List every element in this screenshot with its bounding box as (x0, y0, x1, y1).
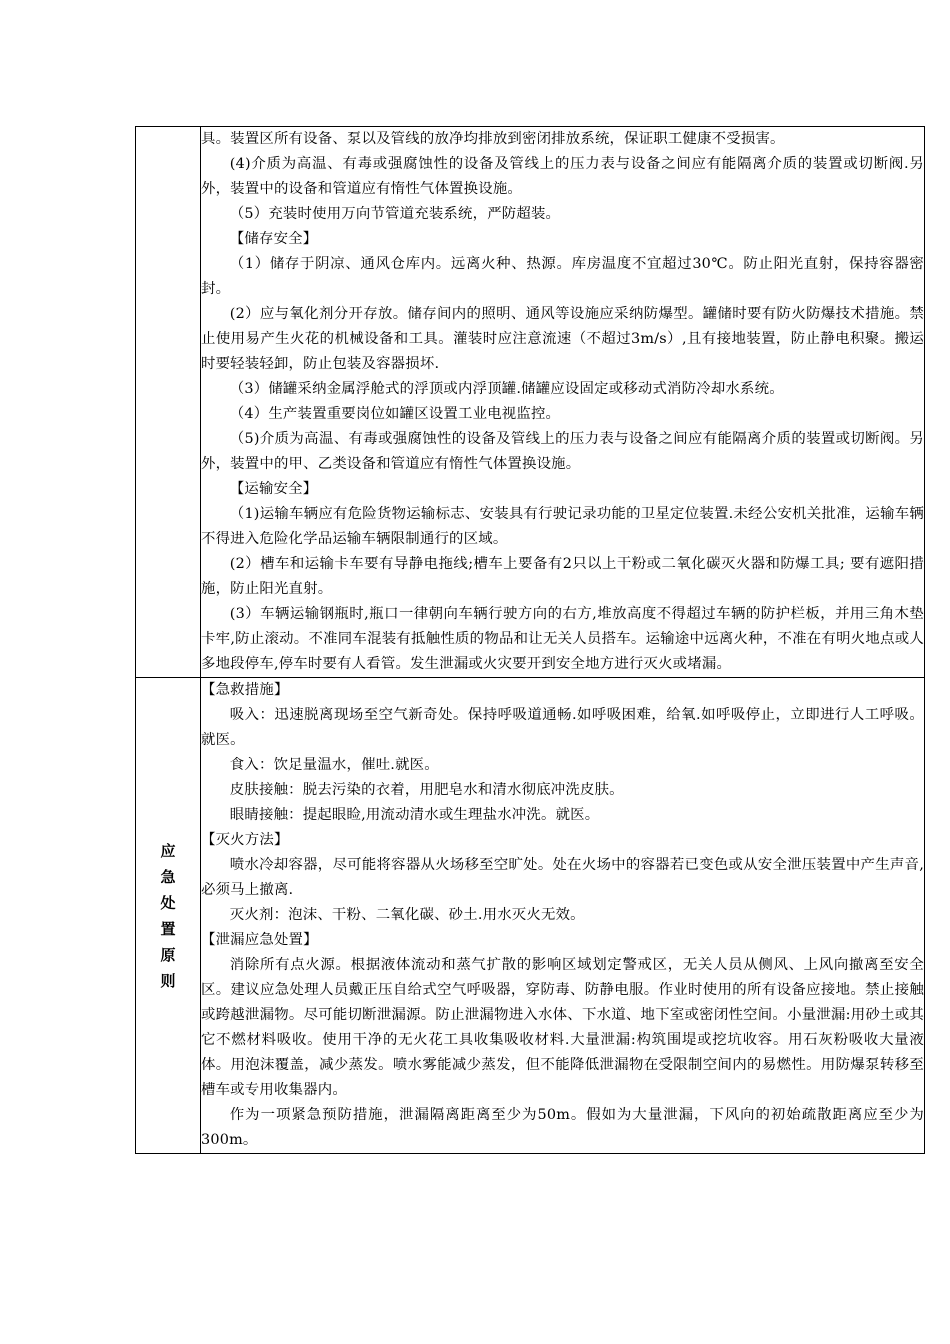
row-label-emergency (136, 678, 201, 1154)
paragraph: (2）槽车和运输卡车要有导静电拖线;槽车上要备有2只以上干粉或二氧化碳灭火器和防爆工具; 要有遮阳措施，防止阳光直射。 (201, 556, 924, 597)
paragraph: 吸入：迅速脱离现场至空气新奇处。保持呼吸道通畅.如呼吸困难，给氧.如呼吸停止，立即进行人工呼吸。就医。 (201, 707, 924, 748)
row-content-emergency (201, 678, 925, 1154)
paragraph: （1)运输车辆应有危险货物运输标志、安装具有行驶记录功能的卫星定位装置.未经公安机关批准，运输车辆不得进入危险化学品运输车辆限制通行的区域。 (201, 506, 924, 547)
paragraph: 消除所有点火源。根据液体流动和蒸气扩散的影响区域划定警戒区，无关人员从侧风、上风向撤离至安全区。建议应急处理人员戴正压自给式空气呼吸器，穿防毒、防静电服。作业时使用的所有设备应接地。禁止接触或跨越泄漏物。尽可能切断泄漏源。防止泄漏物进入水体、下水道、地下室或密闭性空间。小量泄漏:用砂土或其它不燃材料吸收。使用干净的无火花工具收集吸收材料.大量泄漏:构筑围堤或挖坑收容。用石灰粉吸收大量液体。用泡沫覆盖，减少蒸发。喷水雾能减少蒸发，但不能降低泄漏物在受限制空间内的易燃性。用防爆泵转移至槽车或专用收集器内。 (201, 957, 924, 1098)
paragraph: 【泄漏应急处置】 (201, 932, 318, 948)
paragraph: 食入：饮足量温水，催吐.就医。 (229, 757, 439, 773)
table-row-emergency (136, 678, 925, 1154)
paragraph: 作为一项紧急预防措施，泄漏隔离距离至少为50m。假如为大量泄漏，下风向的初始疏散距离应至少为300m。 (201, 1107, 924, 1148)
paragraph: 【运输安全】 (229, 481, 318, 497)
paragraph: （5）充装时使用万向节管道充装系统，严防超装。 (229, 206, 561, 222)
paragraph: （3）储罐采纳金属浮舱式的浮顶或内浮顶罐.储罐应设固定或移动式消防冷却水系统。 (229, 381, 784, 397)
row-content-handling-storage-transport (201, 127, 925, 678)
paragraph: 具。装置区所有设备、泵以及管线的放净均排放到密闭排放系统，保证职工健康不受损害。 (201, 131, 785, 147)
paragraph: （1）储存于阴凉、通风仓库内。远离火种、热源。库房温度不宜超过30℃。防止阳光直射，保持容器密封。 (201, 256, 924, 297)
row-label-empty (136, 127, 201, 678)
paragraph: 皮肤接触：脱去污染的衣着，用肥皂水和清水彻底冲洗皮肤。 (229, 782, 624, 798)
paragraph: 【储存安全】 (229, 231, 318, 247)
safety-table (135, 126, 925, 1154)
paragraph: 眼睛接触：提起眼睑,用流动清水或生理盐水冲洗。就医。 (229, 807, 600, 823)
emergency-principles-label: 应急处置原则 (160, 841, 176, 990)
paragraph: 喷水冷却容器，尽可能将容器从火场移至空旷处。处在火场中的容器若已变色或从安全泄压装置中产生声音,必须马上撤离. (201, 857, 924, 898)
paragraph: (4)介质为高温、有毒或强腐蚀性的设备及管线上的压力表与设备之间应有能隔离介质的装置或切断阀.另外，装置中的设备和管道应有惰性气体置换设施。 (201, 156, 924, 197)
paragraph: 【急救措施】 (201, 682, 289, 698)
paragraph: (2）应与氧化剂分开存放。储存间内的照明、通风等设施应采纳防爆型。罐储时要有防火防爆技术措施。禁止使用易产生火花的机械设备和工具。灌装时应注意流速（不超过3m/s）,且有接地装置，防止静电积聚。搬运时要轻装轻卸，防止包装及容器损坏. (201, 306, 924, 372)
paragraph: （5)介质为高温、有毒或强腐蚀性的设备及管线上的压力表与设备之间应有能隔离介质的装置或切断阀。另外，装置中的甲、乙类设备和管道应有惰性气体置换设施。 (201, 431, 924, 472)
paragraph: 灭火剂：泡沫、干粉、二氧化碳、砂土.用水灭火无效。 (229, 907, 585, 923)
table-row-handling-storage-transport (136, 127, 925, 678)
paragraph: (3）车辆运输钢瓶时,瓶口一律朝向车辆行驶方向的右方,堆放高度不得超过车辆的防护栏板，并用三角木垫卡牢,防止滚动。不准同车混装有抵触性质的物品和让无关人员搭车。运输途中远离火种，不准在有明火地点或人多地段停车,停车时要有人看管。发生泄漏或火灾要开到安全地方进行灭火或堵漏。 (201, 606, 924, 672)
paragraph: （4）生产装置重要岗位如罐区设置工业电视监控。 (229, 406, 561, 422)
paragraph: 【灭火方法】 (201, 832, 289, 848)
